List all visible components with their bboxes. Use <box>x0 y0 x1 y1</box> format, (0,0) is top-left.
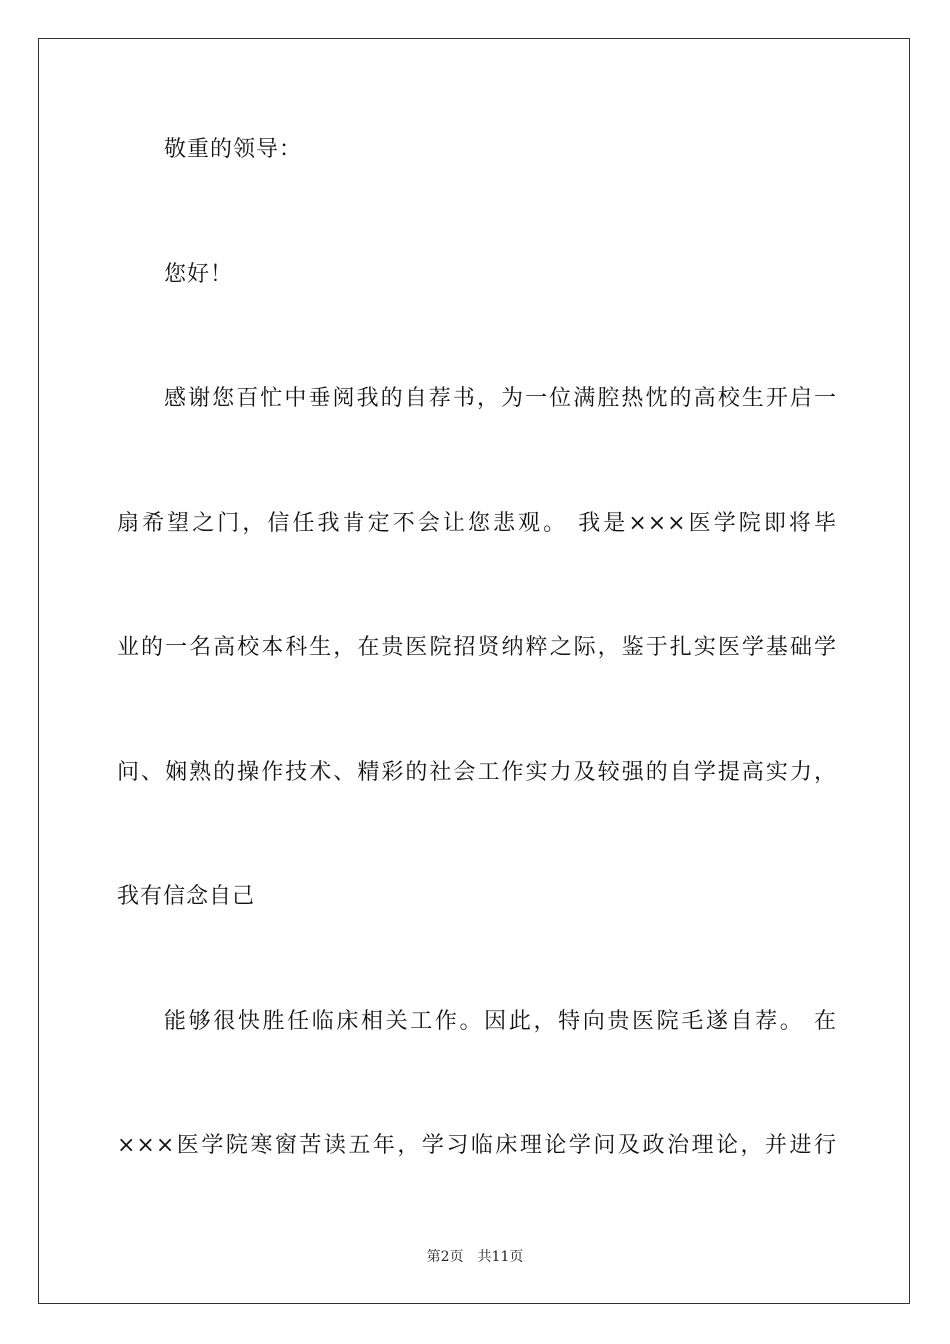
greeting-line: 您好！ <box>164 262 234 287</box>
body-line-2: 扇希望之门，信任我肯定不会让您悲观。 我是×××医学院即将毕 <box>117 511 837 536</box>
page-footer <box>0 1247 950 1267</box>
page-number: 第2页 <box>426 1249 464 1265</box>
body-line-5: 我有信念自己 <box>117 884 256 909</box>
body-line-4: 问、娴熟的操作技术、精彩的社会工作实力及较强的自学提高实力， <box>117 760 837 785</box>
page-frame <box>38 38 910 1304</box>
body-line-7: ×××医学院寒窗苦读五年，学习临床理论学问及政治理论，并进行 <box>117 1133 837 1158</box>
body-line-3: 业的一名高校本科生，在贵医院招贤纳粹之际，鉴于扎实医学基础学 <box>117 635 837 660</box>
salutation-line: 敬重的领导： <box>164 137 303 162</box>
page-total: 共11页 <box>477 1249 524 1265</box>
body-line-6: 能够很快胜任临床相关工作。因此，特向贵医院毛遂自荐。 在 <box>164 1009 837 1034</box>
body-line-1: 感谢您百忙中垂阅我的自荐书，为一位满腔热忱的高校生开启一 <box>164 386 837 411</box>
